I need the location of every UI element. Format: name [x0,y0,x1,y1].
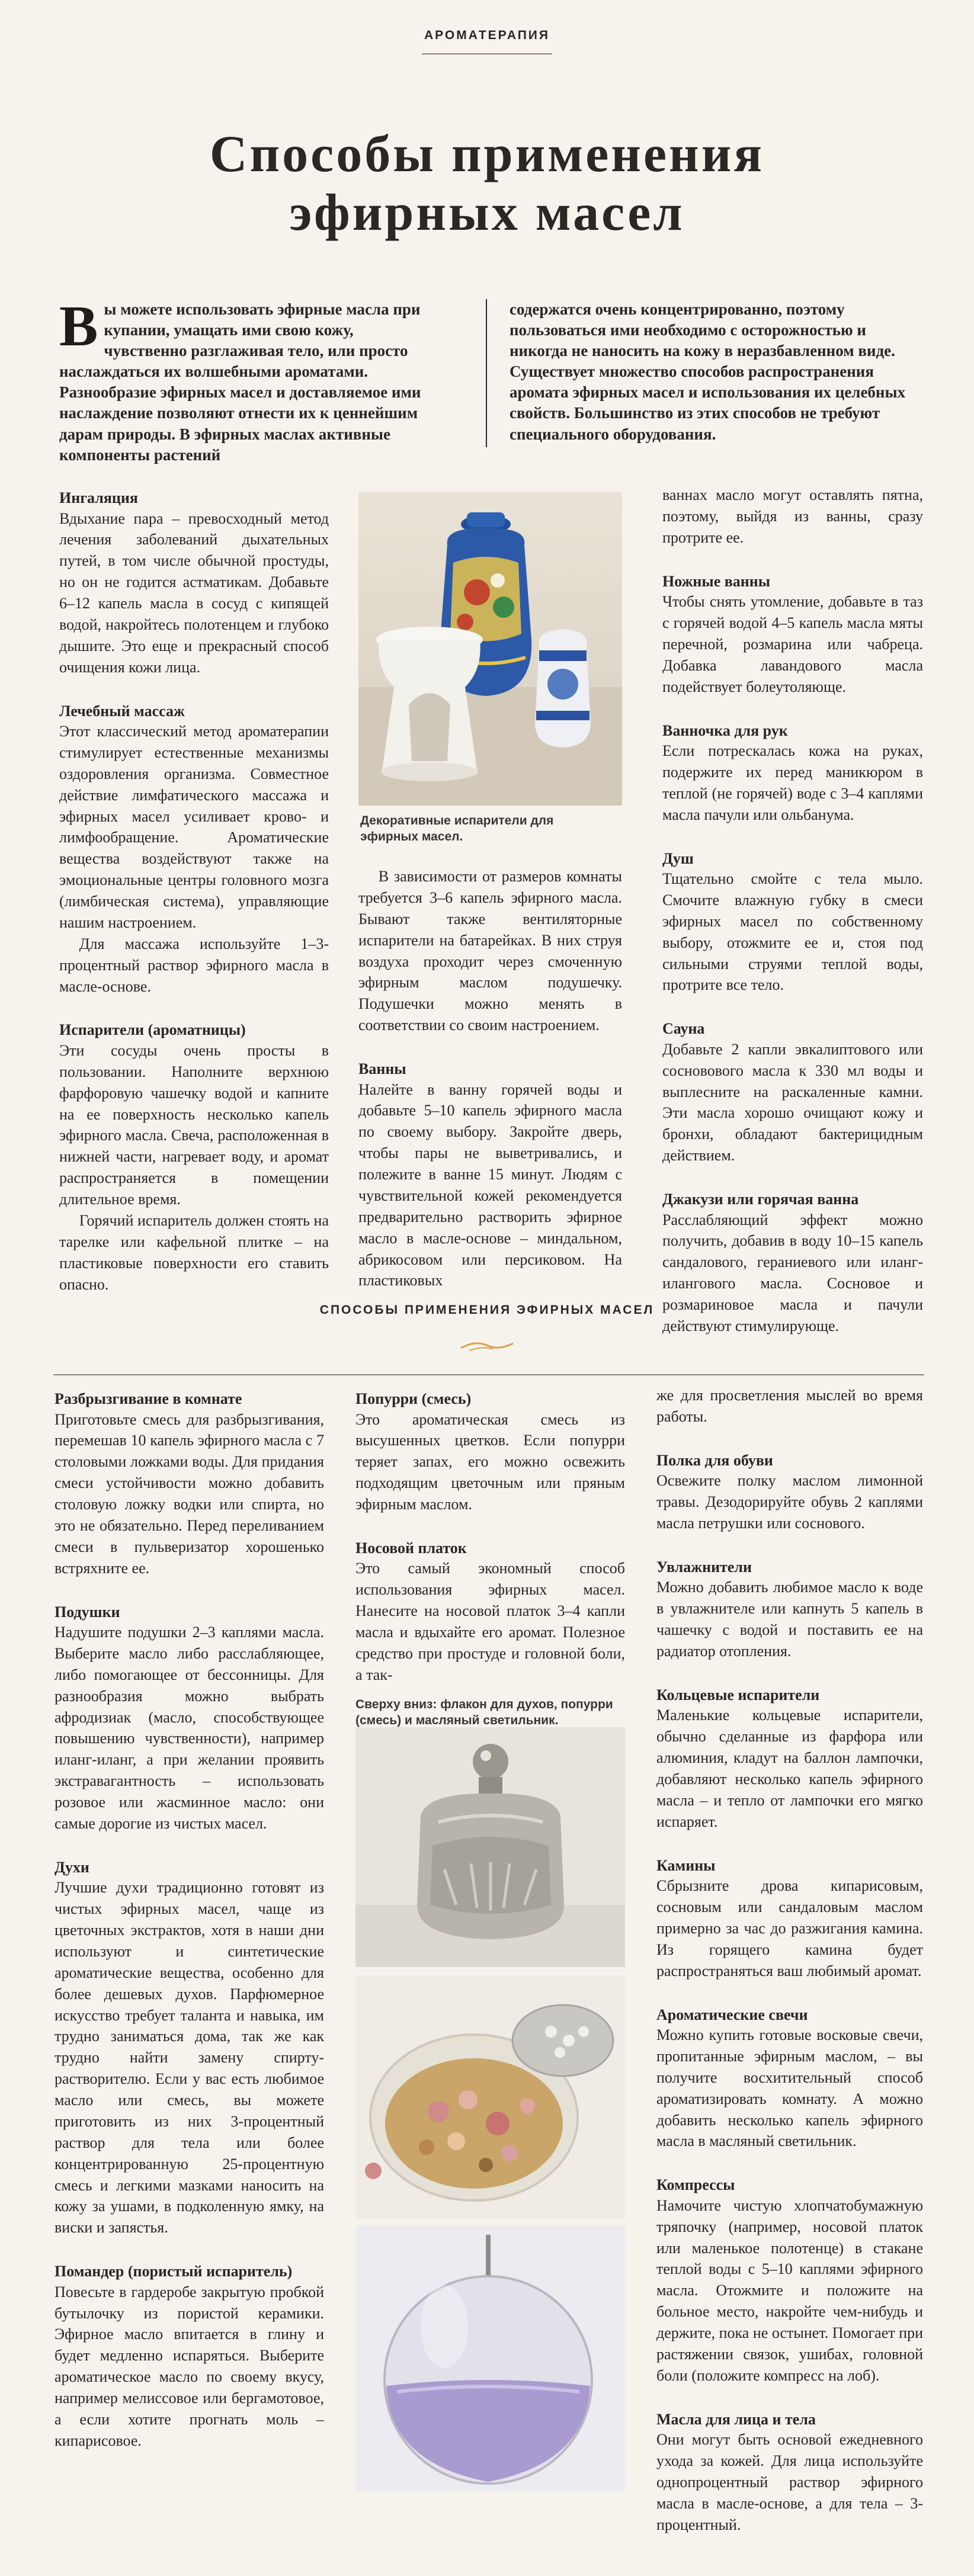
para-sauna: Добавьте 2 капли эвкалиптового или сосновового масла к 330 мл воды и выплесните на раскаленные камни. Эти масла хорошо очищают кожу и бронхи, обладают бактерицидным действием. [662,1040,923,1165]
heading-perfume: Духи [55,1858,89,1876]
section-tag: АРОМАТЕРАПИЯ [424,28,550,42]
para-shoe-shelf: Освежите полку маслом лимонной травы. Дезодорируйте обувь 2 каплями масла петрушки или соснового. [656,1472,923,1532]
page-title [89,126,885,242]
heading-face-body-oils: Масла для лица и тела [656,2410,816,2428]
potpourri-photo [355,1975,625,2218]
title-line-2: эфирных масел [289,184,685,242]
heading-pomander: Помандер (пористый испаритель) [55,2263,293,2280]
ornament-swirl-icon [457,1337,517,1354]
para-face-body-oils: Они могут быть основой ежедневного ухода за кожей. Для лица используйте однопроцентный раствор эфирного масла в масле-основе, а для тела – 3-процентный. [656,2431,923,2533]
heading-candles: Ароматические свечи [656,2006,808,2023]
para-baths-cont: ваннах масло могут оставлять пятна, поэтому, выйдя из ванны, сразу протрите ее. [662,486,923,546]
heading-spraying: Разбрызгивание в комнате [55,1390,242,1407]
p2-divider [53,1374,924,1375]
heading-inhalation: Ингаляция [59,489,138,506]
para-handkerchief: Это самый экономный способ использования эфирных масел. Нанесите на носовой платок 3–4 капли масла и вдыхайте его аромат. Полезное средство при простуде и головной боли, а так- [355,1560,625,1683]
para-inhalation: Вдыхание пара – превосходный метод лечения заболеваний дыхательных путей, в том числе обычной простуды, но он не годится астматикам. Добавьте 6–12 капель масла в сосуд с кипящей водой, накройтесь полотенцем и глубоко дышите. Это еще и прекрасный способ очищения кожи лица. [59,509,329,676]
heading-shower: Душ [662,849,694,867]
para-jacuzzi: Расслабляющий эффект можно получить, добавив в воду 10–15 капель сандалового, гераниевого или иланг-илангового масла. Сосновое и розмариновое масла и пачули действуют стимулирующе. [662,1211,923,1334]
intro-divider [486,299,487,447]
para-fireplaces: Сбрызните дрова кипарисовым, сосновым или сандаловым маслом примерно за час до разжигания камина. Из горящего камина будет распространяться ваш любимый аромат. [656,1877,923,1980]
p2-photo-caption: Сверху вниз: флакон для духов, попурри (смесь) и масляный светильник. [355,1697,613,1727]
para-evaporators-2: Горячий испаритель должен стоять на тарелке или кафельной плитке – на пластиковые поверхности его ставить опасно. [59,1211,329,1293]
heading-compresses: Компрессы [656,2176,735,2194]
intro-right [510,299,918,445]
drop-cap: В [59,294,98,358]
heading-ring-evaporators: Кольцевые испарители [656,1686,820,1704]
heading-shoe-shelf: Полка для обуви [656,1451,773,1469]
para-potpourri: Это ароматическая смесь из высушенных цветков. Если попурри теряет запах, его можно освежить подходящим цветочным или пряным эфирным маслом. [355,1410,625,1513]
para-room-size: В зависимости от размеров комнаты требуется 3–6 капель эфирного масла. Бывают также вентиляторные испарители на батарейках. В них струя воздуха проходит через смоченную эфирным маслом подушечку. Подушечки можно менять в соответствии со своим настроением. [358,868,622,1034]
heading-handkerchief: Носовой платок [355,1539,467,1557]
para-evaporators: Эти сосуды очень просты в пользовании. Наполните верхнюю фарфоровую чашечку водой и капните на ее поверхность несколько капель эфирного масла. Свеча, расположенная в нижней части, нагревает воду, и аромат распространяется в помещении длительное время. [59,1041,329,1208]
intro-left-text: ы можете использовать эфирные масла при купании, умащать ими свою кожу, чувственно разглаживая тело, или просто наслаждаться их волшебными ароматами. Разнообразие эфирных масел и доставляемое ими наслаждение позволяют отнести их к ценнейшим дарам природы. В эфирных маслах активные компоненты растений [59,300,421,464]
header-rule [422,53,552,54]
para-baths: Налейте в ванну горячей воды и добавьте 5–10 капель эфирного масла по своему выбору. Закройте дверь, чтобы пары не выветривались, и полежите в ванне 15 минут. Людям с чувствительной кожей рекомендуется предварительно растворить эфирное масло в масле-основе – миндальном, абрикосовом или персиковом. На пластиковых [358,1080,622,1289]
heading-evaporators: Испарители (ароматницы) [59,1021,246,1039]
para-hand-bath: Если потрескалась кожа на руках, подержите их перед маникюром в теплой (не горячей) воде с 3–4 каплями масла пачули или ольбанума. [662,742,923,823]
para-ring-evaporators: Маленькие кольцевые испарители, обычно сделанные из фарфора или алюминия, кладут на баллон лампочки, добавляют несколько капель эфирного масла – и тепло от лампочки его мягко испаряет. [656,1706,923,1830]
para-shower: Тщательно смойте с тела мыло. Смочите влажную губку в смеси эфирных масел по собственному выбору, отожмите ее и, стоя под сильными струями теплой воды, протрите все тело. [662,870,923,994]
heading-potpourri: Попурри (смесь) [355,1390,472,1407]
heading-sauna: Сауна [662,1020,705,1038]
heading-baths: Ванны [358,1060,406,1077]
intro-left [59,294,438,466]
heading-massage: Лечебный массаж [59,702,185,720]
p1-column-1 [59,489,329,1295]
perfume-flask-photo [355,1727,625,1967]
para-pillows: Надушите подушки 2–3 каплями масла. Выберите масло либо расслабляющее, либо помогающее от бессонницы. Для разнообразия можно выбрать афродизиак (масло, способствующее повышению чувственности), например иланг-иланг, а при желании проявить экстравагантность – использовать розовое или жасминное масло: они самые дорогие из чистых масел. [55,1624,324,1832]
aroma-lamps-photo [358,492,622,806]
p1-column-3 [662,485,923,1337]
para-massage-2: Для массажа используйте 1–3-процентный раствор эфирного масла в масле-основе. [59,935,329,995]
para-compresses: Намочите чистую хлопчатобумажную тряпочку (например, носовой платок или маленькое полотенце) в стакане теплой воды с 5–10 каплями эфирного масла. Отожмите и положите на больное место, накройте чем-нибудь и держите, пока не остынет. Помогает при растяжении связок, ушибах, головной боли (положите компресс на лоб). [656,2196,923,2384]
para-massage: Этот классический метод ароматерапии стимулирует естественные механизмы оздоровления организма. Совместное действие лимфатического массажа и эфирных масел усиливает крово- и лимфообращение. Ароматические вещества воздействуют также на эмоциональные центры головного мозга (лимбическая система), управляющие нашим настроением. [59,723,329,931]
p1-photo-caption: Декоративные испарители для эфирных масел. [360,814,554,844]
title-line-1: Способы применения [209,126,765,183]
para-pomander: Повесьте в гардеробе закрытую пробкой бутылочку из пористой керамики. Эфирное масло впитается в глину и будет медленно испаряться. Выберите ароматическое масло по своему вкусу, например мелиссовое или бергамотовое, а если хотите прогнать моль – кипарисовое. [55,2283,324,2449]
para-humidifiers: Можно добавить любимое масло к воде в увлажнителе или капнуть 5 капель в чашечку с водой и поставить ее на радиатор отопления. [656,1579,923,1660]
heading-humidifiers: Увлажнители [656,1558,752,1576]
para-handkerchief-cont: же для просветления мыслей во время работы. [656,1387,923,1425]
p2-column-1 [55,1390,324,2452]
para-foot-baths: Чтобы снять утомление, добавьте в таз с горячей водой 4–5 капель масла мяты перечной, розмарина или чабреца. Добавка лавандового масла подействует болеутоляюще. [662,593,923,695]
p2-column-3 [656,1385,923,2536]
para-candles: Можно купить готовые восковые свечи, пропитанные эфирным маслом, – вы получите восхитительный способ ароматизировать комнату. А можно добавить несколько капель эфирного масла в масляный светильник. [656,2026,923,2150]
section-tag-2: СПОСОБЫ ПРИМЕНЕНИЯ ЭФИРНЫХ МАСЕЛ [319,1303,655,1317]
p1-column-2 [358,866,622,1291]
heading-fireplaces: Камины [656,1856,716,1874]
oil-lamp-photo [355,2226,625,2491]
p2-column-2 [355,1390,625,1728]
heading-pillows: Подушки [55,1603,120,1621]
heading-jacuzzi: Джакузи или горячая ванна [662,1191,859,1208]
heading-foot-baths: Ножные ванны [662,572,771,590]
heading-hand-bath: Ванночка для рук [662,721,788,739]
para-spraying: Приготовьте смесь для разбрызгивания, перемешав 10 капель эфирного масла с 7 столовыми ложками воды. Для придания смеси устойчивости можно добавить столовую ложку водки или спирта, но это не обязательно. Перед переливанием смеси в пульверизатор хорошенько встряхните ее. [55,1410,324,1577]
intro-right-text: содержатся очень концентрированно, поэтому пользоваться ими необходимо с осторожностью и никогда не наносить на кожу в неразбавленном виде. Существует множество способов распространения аромата эфирных масел и использования их целебных свойств. Большинство из этих способов не требуют специального оборудования. [510,300,906,443]
para-perfume: Лучшие духи традиционно готовят из чистых эфирных масел, чаще из цветочных экстрактов, хотя в наши дни используют и синтетические ароматические вещества, особенно для более дешевых духов. Парфюмерное искусство требует таланта и навыка, им трудно заниматься дома, так же как трудно найти замену спирту-растворителю. Если у вас есть любимое масло или смесь, вы можете приготовить из них 3-процентный раствор для тела или более концентрированную 25-процентную смесь и легкими мазками наносить на кожу за ушами, в подколенную ямку, на виски и запястья. [55,1879,324,2237]
